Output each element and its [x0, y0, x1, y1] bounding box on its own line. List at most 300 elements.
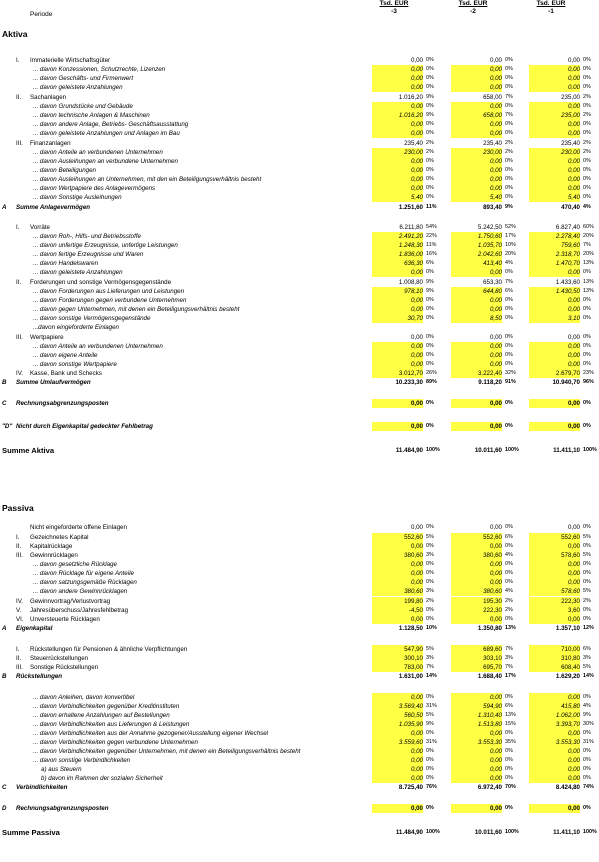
- percent-cell: 0%: [583, 334, 591, 340]
- table-row: [0, 287, 595, 296]
- row-index: D: [2, 805, 7, 812]
- row-label: Gewinnvortrag/Verlustvortrag: [30, 598, 111, 605]
- percent-cell: 5%: [583, 588, 591, 594]
- table-row: [0, 422, 595, 431]
- row-label: Nicht eingeforderte offene Einlagen: [30, 524, 127, 531]
- row-index: III.: [16, 664, 23, 671]
- percent-cell: 2%: [583, 140, 591, 146]
- value-cell: 5,40: [567, 194, 580, 201]
- table-row: [0, 65, 595, 74]
- value-cell: 0,00: [489, 805, 502, 812]
- percent-cell: 0%: [426, 297, 434, 303]
- table-row: [0, 83, 595, 92]
- value-cell: 0,00: [410, 57, 423, 64]
- row-label: Immaterielle Wirtschaftsgüter: [30, 57, 111, 64]
- percent-cell: 0%: [426, 158, 434, 164]
- percent-cell: 0%: [426, 775, 434, 781]
- percent-cell: 20%: [583, 251, 594, 257]
- percent-cell: 11%: [426, 204, 437, 210]
- value-cell: 0,00: [410, 361, 423, 368]
- percent-cell: 6%: [505, 703, 513, 709]
- table-row: [0, 360, 595, 369]
- percent-cell: 0%: [505, 730, 513, 736]
- value-cell: 0,00: [489, 176, 502, 183]
- percent-cell: 0%: [426, 334, 434, 340]
- value-cell: 0,00: [489, 84, 502, 91]
- table-row: [0, 314, 595, 323]
- value-cell: 0,00: [410, 75, 423, 82]
- percent-cell: 0%: [426, 167, 434, 173]
- percent-cell: 9%: [426, 288, 434, 294]
- percent-cell: 7%: [505, 112, 513, 118]
- row-label: ... davon Verbindlichkeiten aus Lieferungen & Leistungen: [33, 721, 190, 728]
- row-label: Eigenkapital: [16, 625, 53, 632]
- row-index: I.: [16, 224, 20, 231]
- value-cell: 0,00: [410, 306, 423, 313]
- percent-cell: 13%: [505, 625, 516, 631]
- percent-cell: 20%: [505, 251, 516, 257]
- value-cell: 0,00: [489, 158, 502, 165]
- value-cell: 2.318,70: [555, 251, 580, 258]
- value-cell: 0,00: [489, 570, 502, 577]
- percent-cell: 0%: [583, 103, 591, 109]
- row-label: Rechnungsabgrenzungsposten: [16, 400, 109, 407]
- percent-cell: 0%: [426, 757, 434, 763]
- table-row: [0, 223, 595, 232]
- row-index: III.: [16, 334, 23, 341]
- table-row: [0, 729, 595, 738]
- percent-cell: 0%: [505, 524, 513, 530]
- percent-cell: 2%: [583, 598, 591, 604]
- percent-cell: 0%: [505, 748, 513, 754]
- percent-cell: 0%: [583, 57, 591, 63]
- value-cell: 6.211,80: [399, 224, 423, 231]
- row-label: Unversteuerte Rücklagen: [30, 616, 100, 623]
- percent-cell: 0%: [505, 194, 513, 200]
- value-cell: 0,00: [410, 176, 423, 183]
- percent-cell: 0%: [426, 269, 434, 275]
- percent-cell: 0%: [583, 361, 591, 367]
- percent-cell: 0%: [505, 158, 513, 164]
- value-cell: 0,00: [489, 57, 502, 64]
- row-label: ... davon geleistete Anzahlungen: [33, 84, 123, 91]
- row-label: Rückstellungen: [16, 673, 63, 680]
- row-index: IV.: [16, 598, 23, 605]
- value-cell: 1.016,20: [398, 94, 423, 101]
- percent-cell: 9%: [426, 94, 434, 100]
- value-cell: 0,00: [567, 103, 580, 110]
- percent-cell: 0%: [583, 730, 591, 736]
- value-cell: 0,00: [567, 343, 580, 350]
- table-row: [0, 56, 595, 65]
- table-row: [0, 399, 595, 408]
- row-index: II.: [16, 94, 22, 101]
- value-cell: 11.411,10: [553, 447, 580, 454]
- percent-cell: 4%: [505, 552, 513, 558]
- value-cell: 1.251,60: [398, 204, 423, 211]
- value-cell: 380,60: [483, 552, 502, 559]
- value-cell: 0,00: [410, 775, 423, 782]
- value-cell: 1.470,70: [555, 260, 580, 267]
- row-label: ... davon Verbindlichkeiten gegen verbundene Unternehmen: [33, 739, 198, 746]
- percent-cell: 0%: [583, 775, 591, 781]
- value-cell: 235,40: [561, 140, 580, 147]
- row-label: Jahresüberschuss/Jahresfehlbetrag: [30, 607, 129, 614]
- value-cell: 1.008,80: [398, 279, 423, 286]
- row-label: ... davon Grundstücke und Gebäude: [33, 103, 133, 110]
- row-index: II.: [16, 279, 22, 286]
- percent-cell: 0%: [505, 57, 513, 63]
- value-cell: 0,00: [489, 543, 502, 550]
- row-label: ... davon Ausleihungen an verbundene Unternehmen: [33, 158, 178, 165]
- value-cell: 0,00: [410, 185, 423, 192]
- value-cell: 547,90: [404, 646, 423, 653]
- value-cell: 0,00: [567, 400, 580, 407]
- table-row: [0, 323, 595, 332]
- row-label: ... davon Anteile an verbundenen Unternehmen: [33, 343, 163, 350]
- value-cell: 10.940,70: [552, 379, 580, 386]
- row-label: Rechnungsabgrenzungsposten: [16, 805, 109, 812]
- percent-cell: 6%: [505, 288, 513, 294]
- value-cell: 0,00: [410, 694, 423, 701]
- value-cell: 3,10: [567, 315, 580, 322]
- value-cell: 0,00: [489, 103, 502, 110]
- value-cell: 0,00: [489, 361, 502, 368]
- value-cell: 578,60: [561, 588, 580, 595]
- value-cell: 0,00: [567, 167, 580, 174]
- percent-cell: 7%: [505, 646, 513, 652]
- row-index: C: [2, 400, 7, 407]
- row-index: II.: [16, 655, 22, 662]
- table-row: [0, 74, 595, 83]
- value-cell: 222,30: [483, 607, 502, 614]
- percent-cell: 16%: [426, 251, 437, 257]
- value-cell: 710,00: [561, 646, 580, 653]
- table-row: [0, 523, 595, 532]
- percent-cell: 2%: [505, 598, 513, 604]
- percent-cell: 0%: [583, 194, 591, 200]
- percent-cell: 13%: [583, 288, 594, 294]
- percent-cell: 0%: [426, 616, 434, 622]
- row-label: ... davon Geschäfts- und Firmenwert: [33, 75, 134, 82]
- value-cell: 578,60: [561, 552, 580, 559]
- percent-cell: 0%: [583, 757, 591, 763]
- percent-cell: 17%: [505, 233, 516, 239]
- percent-cell: 9%: [505, 204, 513, 210]
- percent-cell: 100%: [505, 829, 519, 835]
- table-row: [0, 333, 595, 342]
- value-cell: 0,00: [567, 176, 580, 183]
- table-row: [0, 232, 595, 241]
- percent-cell: [426, 323, 442, 332]
- value-cell: 3.569,40: [398, 703, 423, 710]
- value-cell: 0,00: [567, 579, 580, 586]
- row-label: ... davon Konzessionen, Schutzrechte, Lizenzen: [33, 66, 166, 73]
- row-label: ... davon eigene Anteile: [33, 352, 98, 359]
- row-label: Summe Passiva: [2, 828, 60, 837]
- value-cell: 6.972,40: [477, 784, 502, 791]
- value-cell: 594,90: [483, 703, 502, 710]
- value-cell: 0,00: [489, 775, 502, 782]
- percent-cell: 0%: [505, 361, 513, 367]
- percent-cell: 0%: [583, 524, 591, 530]
- value-cell: 636,30: [404, 260, 423, 267]
- percent-cell: 100%: [426, 829, 440, 835]
- percent-cell: 35%: [505, 739, 516, 745]
- value-cell: 0,00: [489, 400, 502, 407]
- value-cell: 195,30: [483, 598, 502, 605]
- row-label: Summe Umlaufvermögen: [16, 379, 91, 386]
- table-row: [0, 241, 595, 250]
- value-cell: 0,00: [489, 75, 502, 82]
- percent-cell: 0%: [426, 570, 434, 576]
- percent-cell: 0%: [505, 694, 513, 700]
- table-row: [0, 720, 595, 729]
- table-row: [0, 624, 595, 633]
- percent-cell: 0%: [505, 616, 513, 622]
- percent-cell: 2%: [505, 140, 513, 146]
- value-cell: 0,00: [567, 524, 580, 531]
- column-period: -1: [548, 7, 554, 15]
- percent-cell: 100%: [505, 447, 519, 453]
- row-label: Sachanlagen: [30, 94, 67, 101]
- row-label: ... davon fertige Erzeugnisse und Waren: [33, 251, 144, 258]
- row-label: ... davon Forderungen aus Lieferungen und Leistungen: [33, 288, 185, 295]
- value-cell: 3.553,30: [555, 739, 580, 746]
- row-label: Kapitalrücklage: [30, 543, 73, 550]
- value-cell: 11.484,90: [395, 829, 423, 836]
- percent-cell: 0%: [583, 352, 591, 358]
- value-cell: 8.725,40: [398, 784, 423, 791]
- value-cell: 10.233,30: [395, 379, 423, 386]
- value-cell: 0,00: [410, 616, 423, 623]
- value-cell: 0,00: [410, 167, 423, 174]
- value-cell: 8,50: [489, 315, 502, 322]
- row-index: V.: [16, 607, 22, 614]
- percent-cell: 0%: [583, 121, 591, 127]
- percent-cell: 70%: [505, 784, 516, 790]
- table-row: [0, 578, 595, 587]
- table-row: [0, 184, 595, 193]
- percent-cell: 91%: [505, 379, 516, 385]
- value-cell: 380,60: [404, 588, 423, 595]
- percent-cell: 2%: [583, 94, 591, 100]
- value-cell: 1.631,00: [398, 673, 423, 680]
- percent-cell: 0%: [583, 269, 591, 275]
- table-row: [0, 597, 595, 606]
- table-row: [0, 702, 595, 711]
- value-cell: 0,00: [567, 561, 580, 568]
- value-cell: 0,00: [489, 121, 502, 128]
- row-index: I.: [16, 534, 20, 541]
- value-cell: 0,00: [489, 167, 502, 174]
- percent-cell: 0%: [505, 570, 513, 576]
- value-cell: 0,00: [567, 158, 580, 165]
- table-row: [0, 250, 595, 259]
- section-title-aktiva: Aktiva: [2, 29, 28, 39]
- percent-cell: 0%: [426, 315, 434, 321]
- section-title-passiva: Passiva: [2, 503, 34, 513]
- value-cell: 0,00: [567, 694, 580, 701]
- percent-cell: 0%: [583, 561, 591, 567]
- percent-cell: 100%: [426, 447, 440, 453]
- value-cell: 0,00: [567, 775, 580, 782]
- value-cell: 0,00: [410, 400, 423, 407]
- value-cell: -4,50: [408, 607, 423, 614]
- value-cell: 0,00: [489, 269, 502, 276]
- percent-cell: 0%: [426, 57, 434, 63]
- percent-cell: 0%: [426, 543, 434, 549]
- row-label: ... davon satzungsgemäße Rücklagen: [33, 579, 137, 586]
- percent-cell: 2%: [426, 149, 434, 155]
- column-unit: Tsd. EUR: [458, 0, 488, 7]
- value-cell: 0,00: [410, 524, 423, 531]
- percent-cell: 74%: [583, 784, 594, 790]
- percent-cell: 0%: [583, 805, 591, 811]
- row-label: ... davon Wertpapiere des Anlagevermögens: [33, 185, 156, 192]
- value-cell: 0,00: [410, 423, 423, 430]
- value-cell: 3.222,40: [477, 370, 502, 377]
- percent-cell: 0%: [583, 570, 591, 576]
- value-cell: 0,00: [410, 269, 423, 276]
- value-cell: 0,00: [567, 766, 580, 773]
- value-cell: 0,00: [410, 158, 423, 165]
- value-cell: 2.491,20: [398, 233, 423, 240]
- value-cell: 0,00: [489, 423, 502, 430]
- value-cell: 552,60: [483, 534, 502, 541]
- table-row: [0, 533, 595, 542]
- value-cell: 0,00: [489, 306, 502, 313]
- percent-cell: 2%: [505, 607, 513, 613]
- value-cell: 3.553,30: [477, 739, 502, 746]
- percent-cell: 76%: [426, 784, 437, 790]
- row-label: Summe Anlagevermögen: [16, 204, 91, 211]
- percent-cell: 0%: [426, 185, 434, 191]
- value-cell: 310,80: [561, 655, 580, 662]
- row-label: Finanzanlagen: [30, 140, 71, 147]
- row-label: ... davon erhaltene Anzahlungen auf Bestellungen: [33, 712, 170, 719]
- row-label: Sonstige Rückstellungen: [30, 664, 99, 671]
- percent-cell: 11%: [426, 242, 437, 248]
- percent-cell: 12%: [583, 625, 594, 631]
- table-row: [0, 569, 595, 578]
- value-cell: 0,00: [489, 694, 502, 701]
- percent-cell: 0%: [426, 84, 434, 90]
- value-cell: 0,00: [489, 130, 502, 137]
- percent-cell: 23%: [583, 370, 594, 376]
- row-label: Gewinnrücklagen: [30, 552, 78, 559]
- value-cell: 11.411,10: [553, 829, 580, 836]
- value-cell: 0,00: [410, 766, 423, 773]
- value-cell: 0,00: [567, 269, 580, 276]
- value-cell: 0,00: [410, 570, 423, 577]
- percent-cell: 5%: [583, 534, 591, 540]
- value-cell: 0,00: [567, 75, 580, 82]
- percent-cell: 2%: [505, 149, 513, 155]
- row-index: VI.: [16, 616, 24, 623]
- row-index: I.: [16, 57, 20, 64]
- percent-cell: 3%: [426, 588, 434, 594]
- row-label: ... davon Beteiligungen: [33, 167, 96, 174]
- value-cell: 0,00: [567, 757, 580, 764]
- row-label: a) aus Steuern: [41, 766, 82, 773]
- value-cell: 0,00: [567, 543, 580, 550]
- percent-cell: 0%: [583, 616, 591, 622]
- table-row: [0, 268, 595, 277]
- percent-cell: 0%: [426, 343, 434, 349]
- percent-cell: 6%: [583, 646, 591, 652]
- percent-cell: 0%: [505, 343, 513, 349]
- column-header-1: [364, 0, 424, 15]
- table-row: [0, 259, 595, 268]
- table-row: [0, 828, 595, 837]
- percent-cell: 0%: [583, 167, 591, 173]
- row-label: ... davon sonstige Vermögensgegenstände: [33, 315, 151, 322]
- row-label: Gezeichnetes Kapital: [30, 534, 89, 541]
- percent-cell: 2%: [426, 140, 434, 146]
- row-label: ... davon Handelswaren: [33, 260, 99, 267]
- percent-cell: 4%: [583, 703, 591, 709]
- value-cell: 8.424,80: [555, 784, 580, 791]
- table-row: [0, 774, 595, 783]
- percent-cell: 0%: [583, 158, 591, 164]
- table-row: [0, 203, 595, 212]
- percent-cell: 13%: [505, 712, 516, 718]
- percent-cell: 31%: [583, 739, 594, 745]
- percent-cell: 3%: [583, 655, 591, 661]
- value-cell: 783,00: [404, 664, 423, 671]
- value-cell: 9.118,20: [478, 379, 502, 386]
- column-unit: Tsd. EUR: [379, 0, 409, 7]
- row-index: B: [2, 379, 7, 386]
- percent-cell: 6%: [505, 534, 513, 540]
- percent-cell: 0%: [583, 75, 591, 81]
- table-row: [0, 551, 595, 560]
- percent-cell: 100%: [583, 829, 597, 835]
- value-cell: 1.350,80: [477, 625, 502, 632]
- row-index: IV.: [16, 370, 23, 377]
- percent-cell: 9%: [583, 712, 591, 718]
- value-cell: 1.688,40: [477, 673, 502, 680]
- value-cell: 0,00: [567, 616, 580, 623]
- percent-cell: 3%: [426, 552, 434, 558]
- row-label: ... davon Anteile an verbundenen Unternehmen: [33, 149, 163, 156]
- percent-cell: 0%: [583, 343, 591, 349]
- percent-cell: 0%: [583, 694, 591, 700]
- row-label: ... davon geleistete Anzahlungen: [33, 269, 123, 276]
- table-row: [0, 672, 595, 681]
- row-label: ... davon sonstige Verbindlichkeiten: [33, 757, 131, 764]
- value-cell: 653,30: [483, 279, 502, 286]
- percent-cell: 0%: [426, 176, 434, 182]
- value-cell: 0,00: [410, 579, 423, 586]
- percent-cell: 0%: [505, 66, 513, 72]
- row-label: ... davon andere Anlage, Betriebs- Geschäftsausstattung: [33, 121, 189, 128]
- row-label: ... davon andere Gewinnrücklagen: [33, 588, 128, 595]
- percent-cell: 0%: [505, 306, 513, 312]
- value-cell: 0,00: [567, 297, 580, 304]
- value-cell: 759,60: [561, 242, 580, 249]
- percent-cell: 3%: [426, 655, 434, 661]
- value-cell: 413,40: [483, 260, 502, 267]
- table-row: [0, 711, 595, 720]
- value-cell: 0,00: [489, 334, 502, 341]
- percent-cell: 0%: [426, 66, 434, 72]
- percent-cell: 0%: [426, 694, 434, 700]
- percent-cell: 13%: [583, 279, 594, 285]
- percent-cell: 0%: [583, 130, 591, 136]
- value-cell: 5.242,50: [477, 224, 502, 231]
